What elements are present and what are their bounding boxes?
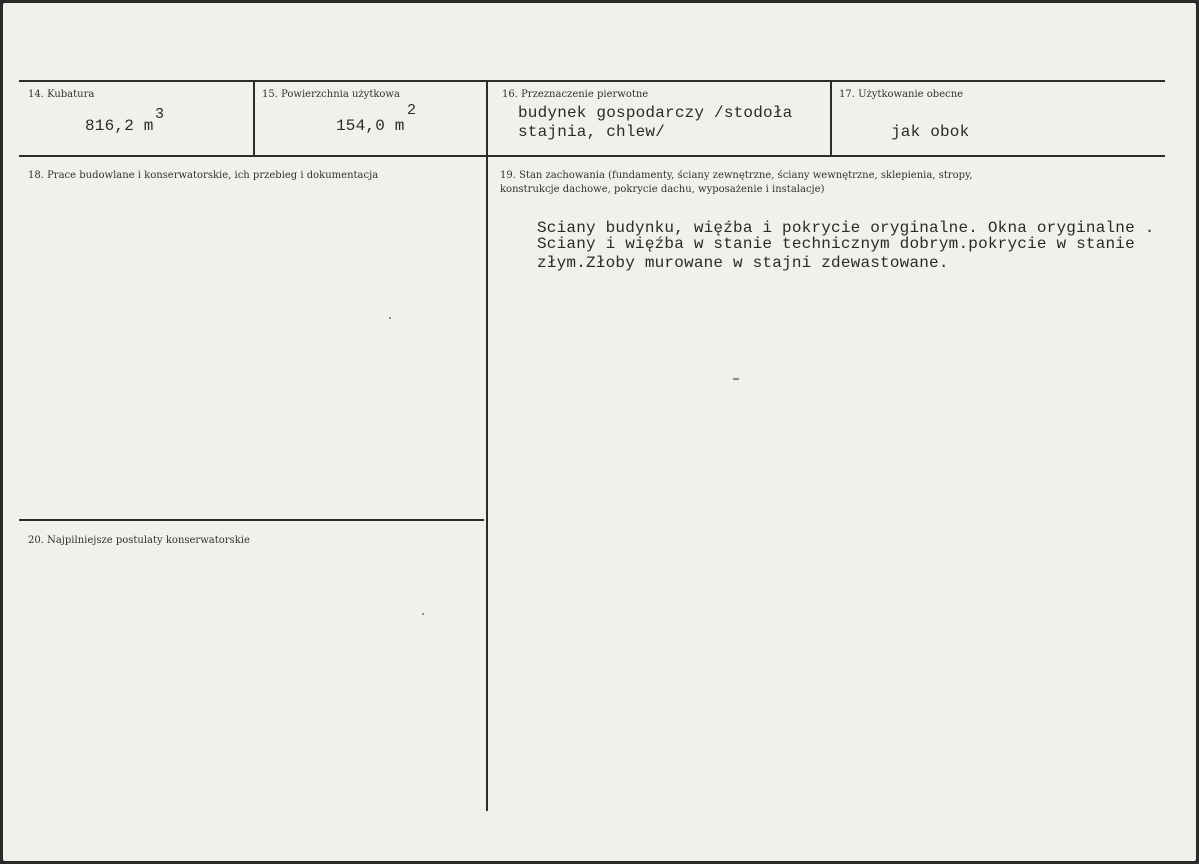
field-16-line-1: budynek gospodarczy /stodoła xyxy=(518,104,793,122)
field-14-label: 14. Kubatura xyxy=(28,89,95,100)
paper-speck xyxy=(733,378,739,380)
divider-left-right xyxy=(486,156,488,811)
top-rule xyxy=(19,80,1165,82)
field-20-label: 20. Najpilniejsze postulaty konserwatorskie xyxy=(28,535,250,546)
field-19-text-line-1: Sciany budynku, więźba i pokrycie oryginalne. Okna oryginalne . xyxy=(537,219,1155,237)
divider-16-17 xyxy=(830,81,832,156)
divider-15-16 xyxy=(486,81,488,156)
divider-14-15 xyxy=(253,81,255,156)
field-15-exponent: 2 xyxy=(407,102,417,119)
field-19-label-line-1: 19. Stan zachowania (fundamenty, ściany zewnętrzne, ściany wewnętrzne, sklepienia, stropy, xyxy=(500,170,973,181)
field-19-text-line-2: Sciany i więźba w stanie technicznym dobrym.pokrycie w stanie xyxy=(537,235,1135,253)
field-15-value: 154,0 m xyxy=(336,117,405,135)
field-14-exponent: 3 xyxy=(155,106,165,123)
mid-rule xyxy=(19,155,1165,157)
field-14-value: 816,2 m xyxy=(85,117,154,135)
rule-18-20 xyxy=(19,519,484,521)
record-card xyxy=(3,3,1196,861)
field-15-label: 15. Powierzchnia użytkowa xyxy=(262,89,400,100)
field-18-label: 18. Prace budowlane i konserwatorskie, ich przebieg i dokumentacja xyxy=(28,170,379,181)
field-16-line-2: stajnia, chlew/ xyxy=(518,123,666,141)
paper-speck xyxy=(389,317,391,319)
field-16-label: 16. Przeznaczenie pierwotne xyxy=(502,89,649,100)
paper-speck xyxy=(422,613,424,615)
field-19-label-line-2: konstrukcje dachowe, pokrycie dachu, wyposażenie i instalacje) xyxy=(500,184,825,195)
field-17-label: 17. Użytkowanie obecne xyxy=(839,89,964,100)
field-19-text-line-3: złym.Złoby murowane w stajni zdewastowane. xyxy=(537,254,949,272)
field-17-value: jak obok xyxy=(891,123,970,141)
